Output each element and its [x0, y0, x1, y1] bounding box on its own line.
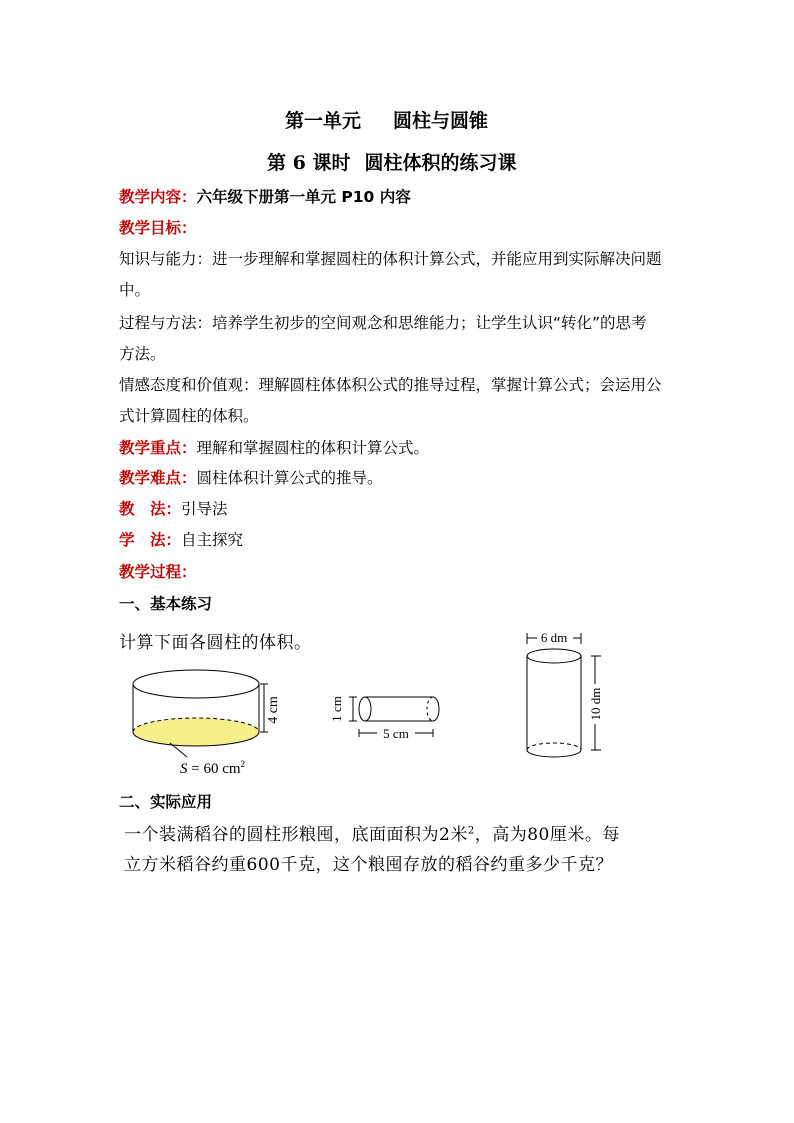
- cylinder-b-length-label: 5 cm: [383, 726, 409, 741]
- goal-emotion-line1: 情感态度和价值观：理解圆柱体体积公式的推导过程，掌握计算公式；会运用公: [119, 376, 662, 394]
- cylinder-c-diameter-label: 6 dm: [540, 630, 568, 645]
- goal-knowledge-line1: 知识与能力：进一步理解和掌握圆柱的体积计算公式，并能应用到实际解决问题: [119, 250, 662, 268]
- teach-method-label: 教 法：: [119, 500, 182, 518]
- process-label: 教学过程：: [119, 563, 197, 581]
- cylinder-figure-b: [325, 685, 445, 747]
- key-point-line: [119, 436, 429, 458]
- key-point-value: 理解和掌握圆柱的体积计算公式。: [196, 439, 430, 457]
- section2-heading: 二、实际应用: [119, 793, 213, 811]
- difficulty-value: 圆柱体积计算公式的推导。: [196, 469, 383, 487]
- learn-method-label: 学 法：: [119, 531, 182, 549]
- learn-method-value: 自主探究: [181, 531, 244, 549]
- unit-title-part1: 第一单元: [285, 110, 362, 132]
- difficulty-label: 教学难点：: [119, 469, 197, 487]
- content-value: 六年级下册第一单元 P10 内容: [196, 188, 411, 206]
- cylinder-figure-c: [515, 628, 615, 766]
- problem-text-part4: 立方米稻谷约重: [124, 855, 247, 875]
- lesson-title-part1: 第 6 课时: [267, 152, 351, 174]
- cylinder-c-bottom-back: [527, 743, 581, 750]
- difficulty-line: [119, 466, 383, 488]
- cylinder-a-top: [133, 670, 259, 698]
- goal-knowledge-line2: 中。: [119, 281, 151, 299]
- lesson-title-part2: 圆柱体积的练习课: [364, 152, 517, 174]
- cylinder-c-height-label: 10 dm: [588, 687, 603, 721]
- problem-number-height: 80: [527, 825, 550, 845]
- cylinder-figure-a: [125, 665, 295, 780]
- lesson-title: [267, 148, 516, 175]
- content-line: [119, 185, 411, 207]
- problem-text-part3: 厘米。每: [549, 825, 620, 845]
- problem-unit-area: 米: [450, 825, 468, 845]
- problem-text-part5: 千克，这个粮囤存放的稻谷约重多少千克？: [280, 855, 613, 875]
- unit-title: [285, 106, 488, 133]
- problem-number-area: 2: [439, 825, 451, 845]
- unit-title-part2: 圆柱与圆锥: [393, 110, 489, 132]
- teach-method-value: 引导法: [181, 500, 228, 518]
- problem-line1: [124, 820, 620, 845]
- problem-line2: [124, 850, 613, 875]
- cylinder-c-bottom-front: [527, 750, 581, 757]
- problem-number-weight: 600: [246, 855, 281, 875]
- problem-text-part2: ，高为: [474, 825, 528, 845]
- goal-process-line1: 过程与方法：培养学生初步的空间观念和思维能力；让学生认识“转化”的思考: [119, 314, 647, 332]
- cylinder-a-area-label: S = 60 $cm^2$: [180, 759, 246, 777]
- goal-emotion-line2: 式计算圆柱的体积。: [119, 407, 259, 425]
- goals-label: 教学目标：: [119, 219, 197, 237]
- learn-method-line: [119, 528, 243, 550]
- section1-prompt: 计算下面各圆柱的体积。: [119, 633, 312, 653]
- cylinder-b-right-front: [433, 697, 439, 721]
- cylinder-b-diameter-label: 1 cm: [329, 696, 344, 722]
- cylinder-a-height-label: 4 cm: [266, 696, 281, 724]
- goal-process-line2: 方法。: [119, 345, 166, 363]
- content-label: 教学内容：: [119, 188, 197, 206]
- problem-exponent: 2: [467, 825, 475, 837]
- cylinder-b-left-face: [359, 697, 371, 721]
- key-point-label: 教学重点：: [119, 439, 197, 457]
- cylinder-c-top: [527, 649, 581, 663]
- cylinder-b-right-back: [427, 697, 433, 721]
- problem-text-part1: 一个装满稻谷的圆柱形粮囤，底面面积为: [124, 825, 439, 845]
- section1-heading: 一、基本练习: [119, 595, 213, 613]
- teach-method-line: [119, 497, 228, 519]
